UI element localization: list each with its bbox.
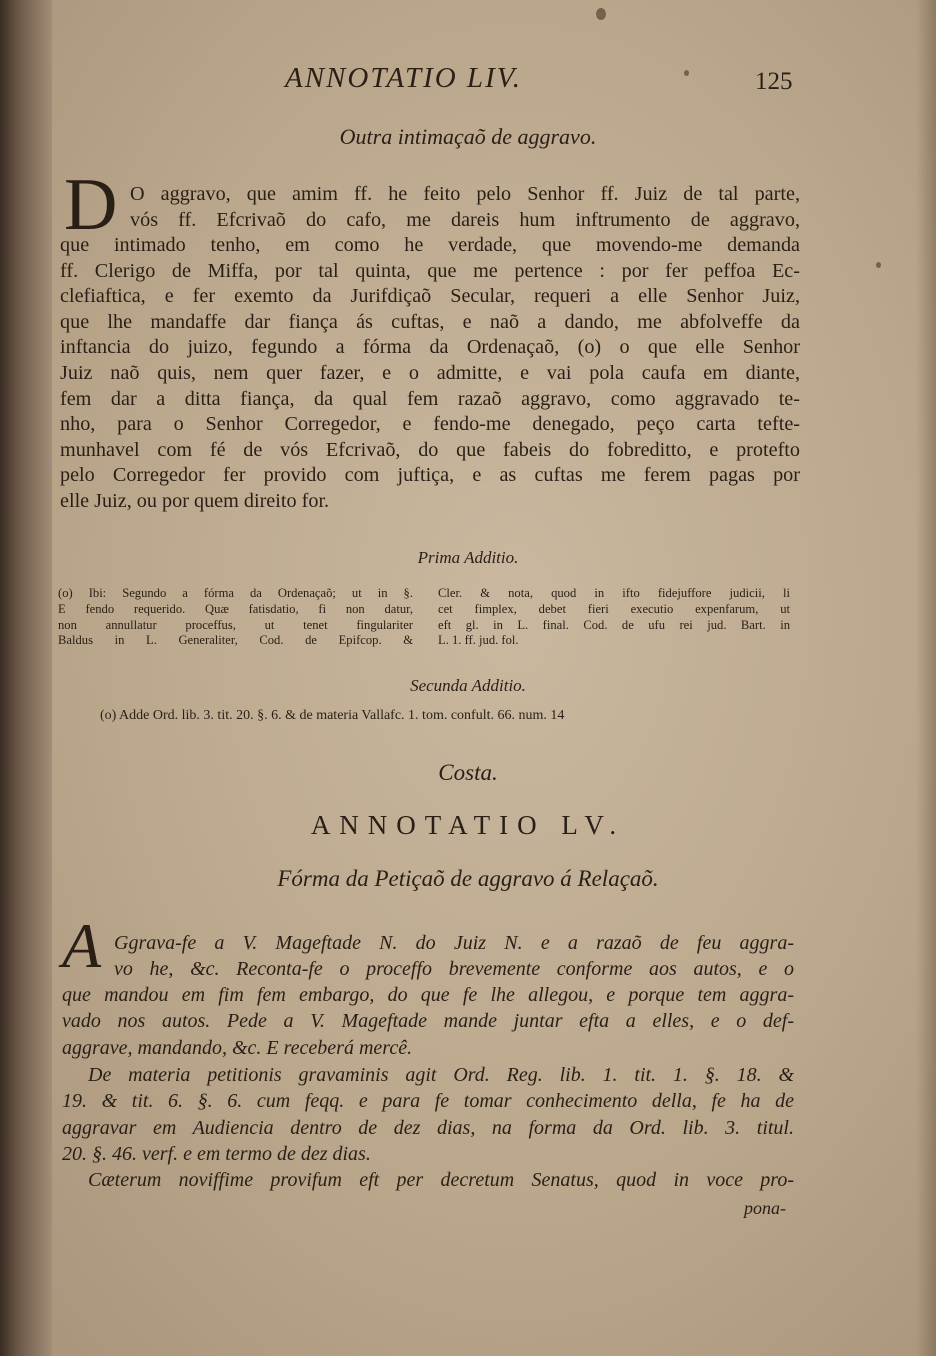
ink-spot — [596, 8, 606, 20]
text-line: aggrave, mandando, &c. E receberá mercê. — [62, 1036, 413, 1059]
additio-left-column — [58, 586, 413, 649]
text-line: que mandou em fim fem embargo, do que fe lhe allegou, e porque tem aggra- — [62, 984, 794, 1006]
author-signature: Costa. — [438, 760, 498, 785]
text-line: 19. & tit. 6. §. 6. cum feqq. e para fe tomar conhecimento della, fe ha de — [62, 1090, 794, 1113]
text-line: Cæterum noviffime provifum eft per decretum Senatus, quod in voce pro- — [88, 1169, 794, 1192]
additio-heading: Prima Additio. — [417, 548, 519, 567]
commentary-body — [62, 1062, 794, 1193]
main-text-opening — [130, 182, 800, 233]
petition-opening — [114, 930, 794, 983]
text-line: Ggrava-fe a V. Mageftade N. do Juiz N. e a razaõ de feu aggra- — [114, 932, 794, 954]
text-line: fem dar a ditta fiança, da qual fem razaõ aggravo, como aggravado te- — [60, 387, 800, 410]
text-line: inftancia do juizo, fegundo a fórma da Ordenaçaõ, (o) o que elle Senhor — [60, 336, 800, 359]
note-line: non annullatur proceffus, ut tenet fingulariter — [58, 617, 413, 632]
page-number: 125 — [755, 68, 793, 95]
additio-right-column — [438, 586, 790, 649]
text-line: vós ff. Efcrivaõ do cafo, me dareis hum inftrumento de aggravo, — [130, 208, 800, 231]
note-line: (o) Ibi: Segundo a fórma da Ordenaçaõ; ut in §. — [58, 586, 413, 600]
running-header — [0, 62, 936, 102]
note-line: E fendo requerido. Quæ fatisdatio, fi non datur, — [58, 601, 413, 616]
section-subtitle: Outra intimaçaõ de aggravo. — [339, 124, 597, 149]
note-line: L. 1. ff. jud. fol. — [438, 633, 519, 648]
note-line: Cler. & nota, quod in ifto fidejuffore judicii, li — [438, 586, 790, 600]
text-line: munhavel com fé de vós Efcrivaõ, do que fabeis do fobreditto, e protefto — [60, 438, 800, 461]
running-title: ANNOTATIO LIV. — [285, 62, 522, 94]
text-line: elle Juiz, ou por quem direito for. — [60, 489, 330, 512]
text-line: De materia petitionis gravaminis agit Ord. Reg. lib. 1. tit. 1. §. 18. & — [88, 1064, 794, 1086]
additio-note: (o) Adde Ord. lib. 3. tit. 20. §. 6. & de materia Vallafc. 1. tom. confult. 66. num. 14 — [100, 708, 565, 723]
drop-cap: A — [62, 910, 102, 981]
text-line: pelo Corregedor fer provido com juftiça, e as cuftas me ferem pagas por — [60, 464, 800, 487]
petition-body — [62, 982, 794, 1061]
text-line: Juiz naõ quis, nem quer fazer, e o admitte, e vai pola caufa em diante, — [60, 361, 800, 384]
additio-heading: Secunda Additio. — [410, 676, 526, 695]
text-line: que lhe mandaffe dar fiança ás cuftas, e naõ a dando, me abfolveffe da — [60, 310, 800, 333]
note-line: cet fimplex, debet fieri executio expenfarum, ut — [438, 601, 790, 616]
catchword: pona- — [744, 1198, 786, 1218]
text-line: que intimado tenho, em como he verdade, que movendo-me demanda — [60, 234, 800, 256]
ink-spot — [876, 262, 881, 268]
form-title: Fórma da Petiçaõ de aggravo á Relaçaõ. — [277, 866, 659, 891]
text-line: vado nos autos. Pede a V. Mageftade mande juntar efta a elles, e o def- — [62, 1010, 794, 1033]
main-text-body — [60, 233, 800, 515]
text-line: 20. §. 46. verf. e em termo de dez dias. — [62, 1142, 371, 1165]
text-line: vo he, &c. Reconta-fe o proceffo brevemente conforme aos autos, e o — [114, 958, 794, 981]
note-line: Baldus in L. Generaliter, Cod. de Epifcop. & — [58, 633, 413, 648]
note-line: eft gl. in L. final. Cod. de ufu rei jud. Bart. in — [438, 617, 790, 632]
text-line: clefiaftica, e fer exemto da Jurifdiçaõ Secular, requeri a elle Senhor Juiz, — [60, 285, 800, 308]
annotation-title: ANNOTATIO LV. — [310, 810, 626, 840]
drop-cap: D — [64, 164, 118, 246]
text-line: ff. Clerigo de Miffa, por tal quinta, que me pertence : por fer peffoa Ec- — [60, 259, 800, 282]
text-line: aggravar em Audiencia dentro de dez dias, na forma da Ord. lib. 3. titul. — [62, 1116, 794, 1139]
text-line: nho, para o Senhor Corregedor, e fendo-me denegado, peço carta tefte- — [60, 413, 800, 436]
text-line: O aggravo, que amim ff. he feito pelo Senhor ff. Juiz de tal parte, — [130, 183, 800, 205]
